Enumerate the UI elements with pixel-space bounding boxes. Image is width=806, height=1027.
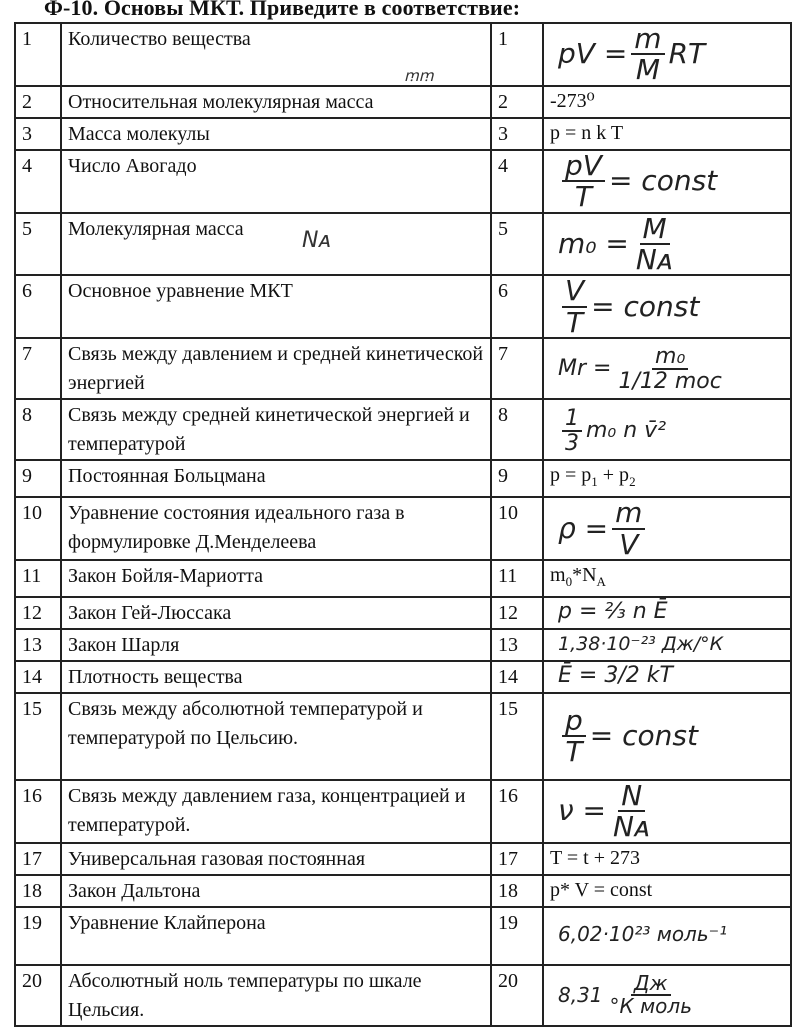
fraction-denominator: V [619, 527, 639, 560]
term-text: Плотность вещества [61, 661, 491, 693]
term-text: Уравнение Клайперона [61, 907, 491, 965]
formula-text: T = t + 273 [550, 846, 640, 869]
formula-text: Ē = 3/2 kT [558, 663, 673, 689]
formula-cell [543, 780, 791, 843]
formula-text: = const [608, 164, 718, 198]
table-row [15, 661, 791, 693]
formula-text: p* V = const [550, 878, 653, 901]
fraction-denominator: T [566, 305, 584, 339]
formula-number: 19 [491, 907, 543, 965]
table-row [15, 693, 791, 780]
term-number: 8 [15, 399, 61, 460]
formula-cell [543, 275, 791, 338]
term-number: 6 [15, 275, 61, 338]
formula-text: *N [572, 563, 597, 586]
formula-cell [543, 86, 791, 118]
fraction-numerator: pV [562, 151, 605, 182]
formula-number: 20 [491, 965, 543, 1026]
term-text: Основное уравнение МКТ [61, 275, 491, 338]
formula-subscript: 1 [591, 474, 598, 490]
formula-cell [543, 560, 791, 597]
formula-subscript: A [596, 573, 606, 589]
term-text: Закон Гей-Люссака [61, 597, 491, 629]
table-row [15, 399, 791, 460]
term-text: Связь между давлением и средней кинетической энергией [61, 338, 491, 399]
term-number: 7 [15, 338, 61, 399]
formula-subscript: 0 [565, 573, 573, 589]
formula-number: 9 [491, 460, 543, 497]
formula-cell [543, 629, 791, 661]
table-row [15, 597, 791, 629]
table-row [15, 338, 791, 399]
formula-text: 6,02·10²³ моль⁻¹ [558, 922, 728, 947]
term-text: Число Авогадо [61, 150, 491, 213]
fraction-numerator: V [562, 276, 587, 307]
table-row [15, 780, 791, 843]
term-number: 17 [15, 843, 61, 875]
formula-cell [543, 213, 791, 276]
formula-number: 7 [491, 338, 543, 399]
table-row [15, 629, 791, 661]
term-text: Уравнение состояния идеального газа в формулировке Д.Менделеева [61, 497, 491, 560]
table-row [15, 843, 791, 875]
formula-text: m₀ = [558, 226, 629, 260]
term-number: 18 [15, 875, 61, 907]
formula-number: 3 [491, 118, 543, 150]
formula-text: ρ = [558, 511, 609, 545]
formula-number: 5 [491, 213, 543, 276]
fraction-numerator: m₀ [652, 345, 688, 370]
term-text: Закон Бойля-Мариотта [61, 560, 491, 597]
term-text: Постоянная Больцмана [61, 460, 491, 497]
term-number: 20 [15, 965, 61, 1026]
formula-text: m [550, 563, 566, 586]
formula-cell [543, 118, 791, 150]
term-text: Закон Дальтона [61, 875, 491, 907]
formula-text: 8,31 [558, 983, 603, 1008]
term-number: 13 [15, 629, 61, 661]
margin-scribble: Nᴀ [302, 228, 332, 253]
term-number: 4 [15, 150, 61, 213]
formula-text: + p [597, 464, 630, 487]
fraction-denominator: 3 [565, 430, 579, 456]
formula-cell [543, 843, 791, 875]
table-row [15, 23, 791, 86]
formula-text: Mr = [558, 355, 612, 381]
formula-text: ν = [558, 794, 607, 828]
fraction-numerator: N [618, 781, 645, 812]
term-text: Связь между давлением газа, концентрацией и температурой. [61, 780, 491, 843]
margin-scribble: ꭑꭑ [404, 66, 434, 85]
term-text: Молекулярная масса [61, 213, 491, 276]
term-number: 9 [15, 460, 61, 497]
formula-number: 16 [491, 780, 543, 843]
formula-number: 10 [491, 497, 543, 560]
fraction-denominator: M [635, 53, 661, 86]
formula-text: -273⁰ [550, 89, 595, 112]
formula-cell [543, 875, 791, 907]
term-text: Относительная молекулярная масса [61, 86, 491, 118]
table-row [15, 875, 791, 907]
formula-text: pV = [558, 37, 628, 71]
formula-cell [543, 661, 791, 693]
fraction-numerator: Дж [631, 973, 671, 996]
formula-text: RT [668, 37, 706, 71]
formula-number: 1 [491, 23, 543, 86]
matching-table [14, 22, 792, 1027]
term-number: 3 [15, 118, 61, 150]
formula-cell [543, 965, 791, 1026]
formula-cell [543, 597, 791, 629]
formula-cell [543, 338, 791, 399]
formula-number: 14 [491, 661, 543, 693]
term-number: 16 [15, 780, 61, 843]
term-number: 1 [15, 23, 61, 86]
table-row [15, 460, 791, 497]
fraction-numerator: 1 [562, 407, 582, 432]
formula-number: 12 [491, 597, 543, 629]
fraction-numerator: m [612, 498, 645, 529]
formula-text: m₀ n v̄² [586, 417, 667, 443]
formula-text: p = p [550, 464, 592, 487]
formula-cell [543, 23, 791, 86]
table-row [15, 497, 791, 560]
term-text: Закон Шарля [61, 629, 491, 661]
formula-number: 13 [491, 629, 543, 661]
formula-text: = const [589, 719, 698, 753]
formula-text: p = n k T [550, 121, 624, 144]
formula-number: 15 [491, 693, 543, 780]
table-row [15, 560, 791, 597]
term-number: 19 [15, 907, 61, 965]
formula-cell [543, 460, 791, 497]
term-number: 2 [15, 86, 61, 118]
table-row [15, 150, 791, 213]
fraction-denominator: °К моль [609, 994, 692, 1019]
formula-cell [543, 693, 791, 780]
fraction-numerator: m [631, 24, 664, 55]
term-number: 5 [15, 213, 61, 276]
term-number: 12 [15, 597, 61, 629]
term-number: 11 [15, 560, 61, 597]
fraction-numerator: M [640, 214, 670, 245]
table-row [15, 965, 791, 1026]
formula-cell [543, 907, 791, 965]
term-number: 15 [15, 693, 61, 780]
fraction-numerator: p [562, 706, 586, 737]
fraction-denominator: T [565, 735, 583, 769]
term-text: Масса молекулы [61, 118, 491, 150]
page-title: Ф-10. Основы МКТ. Приведите в соответствие: [44, 0, 521, 20]
term-text: Абсолютный ноль температуры по шкале Цельсия. [61, 965, 491, 1026]
term-text: Связь между абсолютной температурой и температурой по Цельсию. [61, 693, 491, 780]
table-row [15, 213, 791, 276]
formula-number: 18 [491, 875, 543, 907]
formula-subscript: 2 [629, 474, 636, 490]
fraction-denominator: 1/12 mос [618, 368, 722, 394]
fraction-denominator: Nᴀ [613, 810, 651, 843]
formula-cell [543, 497, 791, 560]
formula-number: 6 [491, 275, 543, 338]
formula-number: 11 [491, 560, 543, 597]
formula-text: = const [591, 289, 700, 323]
formula-number: 2 [491, 86, 543, 118]
term-number: 10 [15, 497, 61, 560]
fraction-denominator: Nᴀ [635, 242, 674, 276]
table-row [15, 907, 791, 965]
formula-cell [543, 150, 791, 213]
term-text: Универсальная газовая постоянная [61, 843, 491, 875]
table-row [15, 86, 791, 118]
formula-cell [543, 399, 791, 460]
formula-number: 17 [491, 843, 543, 875]
table-row [15, 275, 791, 338]
formula-text: 1,38·10⁻²³ Дж/°К [558, 633, 724, 656]
table-row [15, 118, 791, 150]
formula-text: p = ²⁄₃ n Ē [558, 599, 668, 625]
term-number: 14 [15, 661, 61, 693]
formula-number: 8 [491, 399, 543, 460]
fraction-denominator: T [574, 180, 593, 213]
term-text: Количество вещества [61, 23, 491, 86]
formula-number: 4 [491, 150, 543, 213]
term-text: Связь между средней кинетической энергией и температурой [61, 399, 491, 460]
